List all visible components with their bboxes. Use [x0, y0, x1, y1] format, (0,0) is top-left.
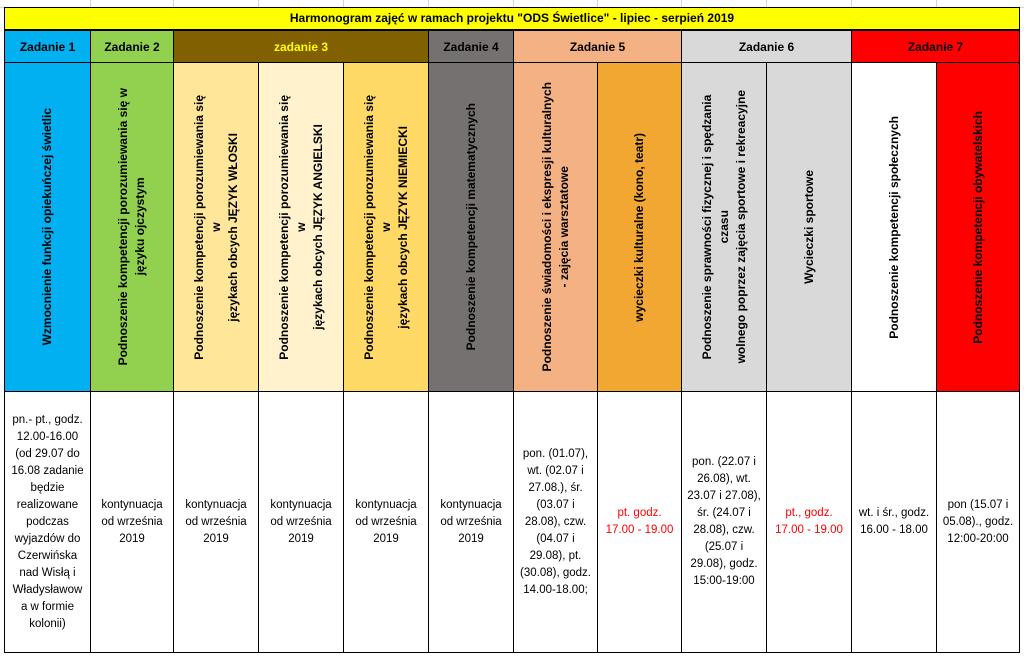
task-header-1[interactable]: Zadanie 1 [4, 30, 91, 63]
description-text: Podnoszenie sprawności fizycznej i spędzania czasu wolnego poprzez zajęcia sportowe i rekreacyjne [699, 90, 748, 364]
description-text: Podnoszenie kompetencji porozumiewania się w językach obcych JĘZYK NIEMIECKI [361, 94, 410, 360]
schedule-cell[interactable] [4, 391, 91, 653]
schedule-text: pt. godz. 17.00 - 19.00 [605, 507, 674, 536]
schedule-cell[interactable] [90, 391, 174, 653]
description-text: Podnoszenie kompetencji matematycznych [463, 103, 478, 351]
gridline [258, 0, 259, 7]
gridline [428, 0, 429, 7]
schedule-table [0, 7, 1024, 656]
description-cell[interactable] [343, 62, 429, 392]
schedule-cell[interactable] [936, 391, 1020, 653]
description-text: Podnoszenie kompetencji obywatelskich [970, 110, 985, 344]
gridline [343, 0, 344, 7]
task-header-6[interactable]: Zadanie 6 [681, 30, 852, 63]
description-cell[interactable] [173, 62, 259, 392]
task-header-2[interactable]: Zadanie 2 [90, 30, 174, 63]
schedule-cell[interactable] [343, 391, 429, 653]
gridline [681, 0, 682, 7]
schedule-text: pon (15.07 i 05.08)., godz. 12:00-20:00 [942, 498, 1014, 545]
description-cell[interactable] [766, 62, 852, 392]
description-text: Podnoszenie kompetencji porozumiewania się w języku ojczystym [116, 88, 147, 366]
gridline [513, 0, 514, 7]
task-header-3[interactable]: zadanie 3 [173, 30, 429, 63]
schedule-cell[interactable] [681, 391, 767, 653]
schedule-text: kontynuacja od września 2019 [185, 498, 247, 545]
gridline [90, 0, 91, 7]
schedule-cell[interactable] [173, 391, 259, 653]
task-header-4[interactable]: Zadanie 4 [428, 30, 514, 63]
description-cell[interactable] [513, 62, 598, 392]
description-text: Podnoszenie świadomości i ekspresji kulturalnych - zajęcia warsztatowe [539, 82, 571, 372]
gridline [766, 0, 767, 7]
schedule-cell[interactable] [597, 391, 682, 653]
description-cell[interactable] [90, 62, 174, 392]
schedule-text: kontynuacja od września 2019 [440, 498, 502, 545]
description-text: Wzmocnienie funkcji opiekuńczej świetlic [40, 108, 54, 346]
description-text: wycieczki kulturalne (kono, teatr) [632, 132, 646, 322]
description-cell[interactable] [597, 62, 682, 392]
description-cell[interactable] [681, 62, 767, 392]
schedule-cell[interactable] [428, 391, 514, 653]
schedule-text: pn.- pt., godz. 12.00-16.00 (od 29.07 do 16.08 zadanie będzie realizowane podczas wyjazdów do Czerwińska nad Wisłą i Władysławow a w formie kolonii) [11, 413, 84, 630]
description-cell[interactable] [428, 62, 514, 392]
description-cell[interactable] [936, 62, 1020, 392]
schedule-text: kontynuacja od września 2019 [101, 498, 163, 545]
description-cell[interactable] [851, 62, 937, 392]
schedule-text: pon. (22.07 i 26.08), wt. 23.07 i 27.08), śr. (24.07 i 28.08), czw. (25.07 i 29.08), godz. 15:00-19:00 [687, 456, 761, 587]
schedule-text: wt. i śr., godz. 16.00 - 18.00 [858, 507, 930, 536]
schedule-text: pon. (01.07), wt. (02.07 i 27.08.), śr. (03.07 i 28.08), czw. (04.07 i 29.08), pt. (30.08), godz. 14.00-18.00; [520, 447, 591, 596]
schedule-cell[interactable] [766, 391, 852, 653]
description-text: Wycieczki sportowe [801, 170, 816, 284]
schedule-text: pt., godz. 17.00 - 19.00 [775, 507, 843, 536]
description-text: Podnoszenie kompetencji społecznych [886, 115, 901, 339]
schedule-cell[interactable] [258, 391, 344, 653]
schedule-text: kontynuacja od września 2019 [270, 498, 332, 545]
table-title[interactable]: Harmonogram zajęć w ramach projektu "ODS Świetlice" - lipiec - serpień 2019 [4, 7, 1020, 30]
gridline [597, 0, 598, 7]
description-text: Podnoszenie kompetencji porozumiewania się w językach obcych JĘZYK ANGIELSKI [276, 94, 325, 360]
description-text: Podnoszenie kompetencji porozumiewania się w językach obcych JĘZYK WŁOSKI [191, 94, 240, 360]
task-header-7[interactable]: Zadanie 7 [851, 30, 1020, 63]
schedule-cell[interactable] [513, 391, 598, 653]
task-header-5[interactable]: Zadanie 5 [513, 30, 682, 63]
description-cell[interactable] [4, 62, 91, 392]
gridline [173, 0, 174, 7]
gridline [851, 0, 852, 7]
schedule-cell[interactable] [851, 391, 937, 653]
gridline [936, 0, 937, 7]
description-cell[interactable] [258, 62, 344, 392]
schedule-text: kontynuacja od września 2019 [355, 498, 417, 545]
